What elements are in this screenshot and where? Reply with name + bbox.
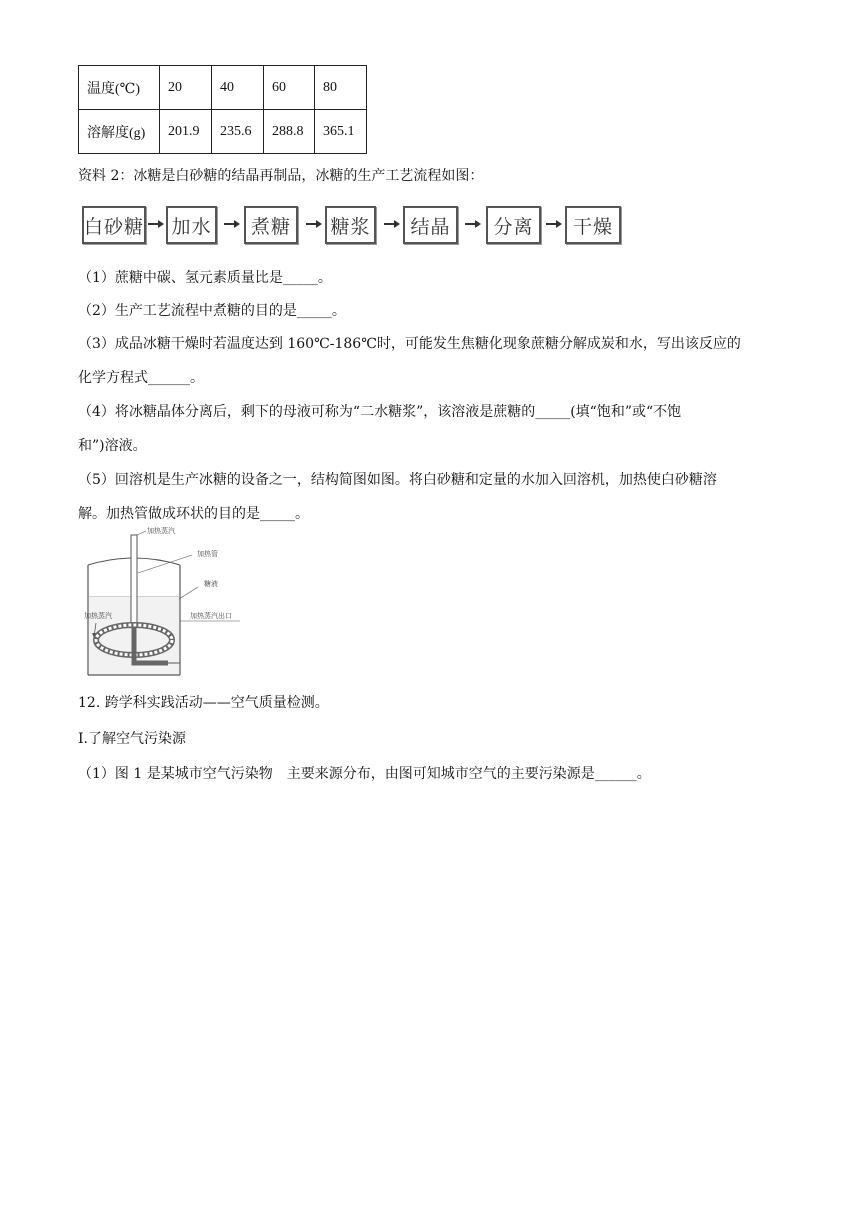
flow-step: 煮糖 <box>244 206 298 244</box>
question-2: （2）生产工艺流程中煮糖的目的是_____。 <box>78 303 346 319</box>
question-12-1: （1）图 1 是某城市空气污染物 主要来源分布，由图可知城市空气的主要污染源是______。 <box>78 766 651 782</box>
table-cell: 235.6 <box>212 110 264 154</box>
diagram-label: 加热蒸汽 <box>147 527 175 535</box>
arrow-right-icon <box>305 217 323 231</box>
flow-step: 白砂糖 <box>82 206 146 244</box>
table-cell: 20 <box>160 66 212 110</box>
question-5-line-1: （5）回溶机是生产冰糖的设备之一，结构简图如图。将白砂糖和定量的水加入回溶机，加热使白砂糖溶 <box>78 472 717 488</box>
question-12-title: 12. 跨学科实践活动——空气质量检测。 <box>78 695 329 711</box>
flow-step: 分离 <box>486 206 541 244</box>
table-cell: 288.8 <box>264 110 315 154</box>
dissolving-machine-diagram <box>80 525 250 683</box>
arrow-right-icon <box>147 217 165 231</box>
question-1: （1）蔗糖中碳、氢元素质量比是_____。 <box>78 270 332 286</box>
flow-step: 糖浆 <box>325 206 376 244</box>
question-3-line-1: （3）成品冰糖干燥时若温度达到 160℃-186℃时，可能发生焦糖化现象蔗糖分解成炭和水，写出该反应的 <box>78 336 741 352</box>
question-4-line-2: 和”)溶液。 <box>78 438 147 454</box>
table-cell: 40 <box>212 66 264 110</box>
process-flow-diagram <box>78 203 638 253</box>
material-2-text: 资料 2：冰糖是白砂糖的结晶再制品，冰糖的生产工艺流程如图： <box>78 168 484 184</box>
question-3-line-2: 化学方程式______。 <box>78 370 204 386</box>
section-heading: I.了解空气污染源 <box>78 731 186 747</box>
diagram-label: 加热蒸汽 <box>84 612 112 620</box>
arrow-right-icon <box>383 217 401 231</box>
diagram-label: 加热管 <box>197 550 218 558</box>
diagram-label: 糖液 <box>204 580 218 588</box>
table-row <box>79 66 367 110</box>
table-cell: 201.9 <box>160 110 212 154</box>
table-row <box>79 110 367 154</box>
table-cell: 365.1 <box>315 110 367 154</box>
arrow-right-icon <box>223 217 241 231</box>
diagram-label: 加热蒸汽出口 <box>190 612 232 620</box>
arrow-right-icon <box>464 217 482 231</box>
question-5-line-2: 解。加热管做成环状的目的是_____。 <box>78 506 309 522</box>
arrow-right-icon <box>545 217 563 231</box>
solubility-table <box>78 65 367 154</box>
table-cell: 60 <box>264 66 315 110</box>
table-header-cell: 溶解度(g) <box>79 110 160 154</box>
table-cell: 80 <box>315 66 367 110</box>
flow-step: 干燥 <box>565 206 621 244</box>
flow-step: 加水 <box>166 206 217 244</box>
flow-step: 结晶 <box>403 206 458 244</box>
question-4-line-1: （4）将冰糖晶体分离后，剩下的母液可称为“二水糖浆”，该溶液是蔗糖的_____(填“饱和”或“不饱 <box>78 404 682 420</box>
table-header-cell: 温度(℃) <box>79 66 160 110</box>
